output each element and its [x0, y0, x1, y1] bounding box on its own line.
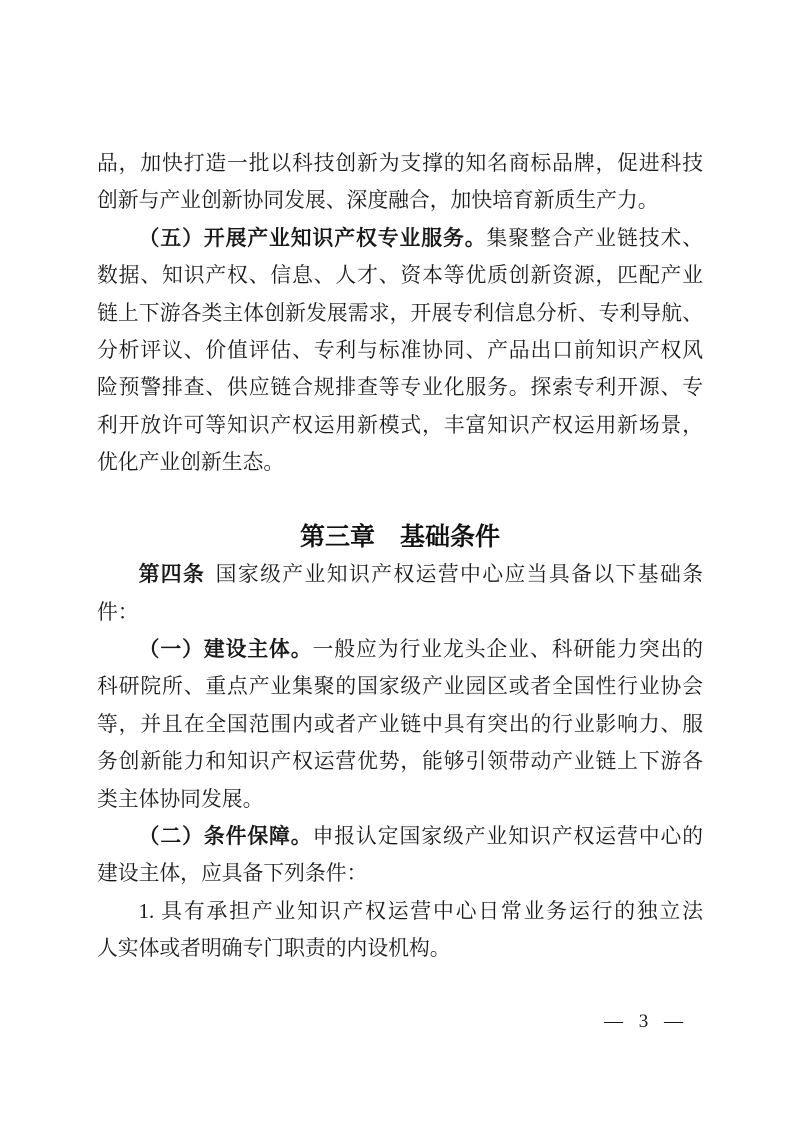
text-line [97, 594, 703, 631]
line-text: 数据、知识产权、信息、人才、资本等优质创新资源，匹配产业 [97, 264, 703, 288]
text-line [97, 631, 703, 668]
line-text: 件： [97, 600, 139, 624]
line-text: 利开放许可等知识产权运用新模式，丰富知识产权运用新场景， [97, 413, 703, 437]
subheading-label: （一）建设主体。 [138, 638, 313, 662]
line-text: 分析评议、价值评估、专利与标准协同、产品出口前知识产权风 [97, 338, 703, 362]
text-line [97, 743, 703, 780]
document-body [97, 145, 703, 968]
article-number-label: 第四条 [138, 563, 206, 587]
text-line [97, 369, 703, 406]
line-text: 类主体协同发展。 [97, 787, 264, 811]
subheading-label: （五）开展产业知识产权专业服务。 [138, 226, 487, 250]
line-text: 人实体或者明确专门职责的内设机构。 [97, 937, 451, 961]
line-text: 务创新能力和知识产权运营优势，能够引领带动产业链上下游各 [97, 750, 703, 774]
text-line [97, 332, 703, 369]
line-text: 1. 具有承担产业知识产权运营中心日常业务运行的独立法 [138, 899, 703, 923]
line-text: 国家级产业知识产权运营中心应当具备以下基础条 [215, 563, 703, 587]
line-text: 一般应为行业龙头企业、科研能力突出的 [312, 638, 703, 662]
text-line [97, 930, 703, 967]
line-text: 创新与产业创新协同发展、深度融合，加快培育新质生产力。 [97, 189, 659, 213]
text-line [97, 556, 703, 593]
chapter-heading: 第三章 基础条件 [299, 522, 500, 551]
text-line [97, 444, 703, 481]
line-text: 险预警排查、供应链合规排查等专业化服务。探索专利开源、专 [97, 376, 703, 400]
subheading-label: （二）条件保障。 [138, 825, 313, 849]
text-line [97, 182, 703, 219]
line-text: 建设主体，应具备下列条件： [97, 862, 368, 886]
line-text: 科研院所、重点产业集聚的国家级产业园区或者全国性行业协会 [97, 675, 703, 699]
text-line [97, 706, 703, 743]
text-line [97, 407, 703, 444]
text-line [97, 295, 703, 332]
text-line [97, 257, 703, 294]
text-line [97, 781, 703, 818]
text-line [97, 893, 703, 930]
text-line [97, 145, 703, 182]
text-line [97, 855, 703, 892]
text-line [97, 668, 703, 705]
line-text: 优化产业创新生态。 [97, 451, 285, 475]
line-text: 等，并且在全国范围内或者产业链中具有突出的行业影响力、服 [97, 712, 703, 736]
line-text: 链上下游各类主体创新发展需求，开展专利信息分析、专利导航、 [97, 301, 703, 325]
line-text: 申报认定国家级产业知识产权运营中心的 [312, 825, 703, 849]
page-number: — 3 — [604, 1011, 686, 1032]
line-text: 品，加快打造一批以科技创新为支撑的知名商标品牌，促进科技 [97, 152, 703, 175]
text-line [97, 220, 703, 257]
line-text: 集聚整合产业链技术、 [486, 226, 703, 250]
text-line [97, 818, 703, 855]
